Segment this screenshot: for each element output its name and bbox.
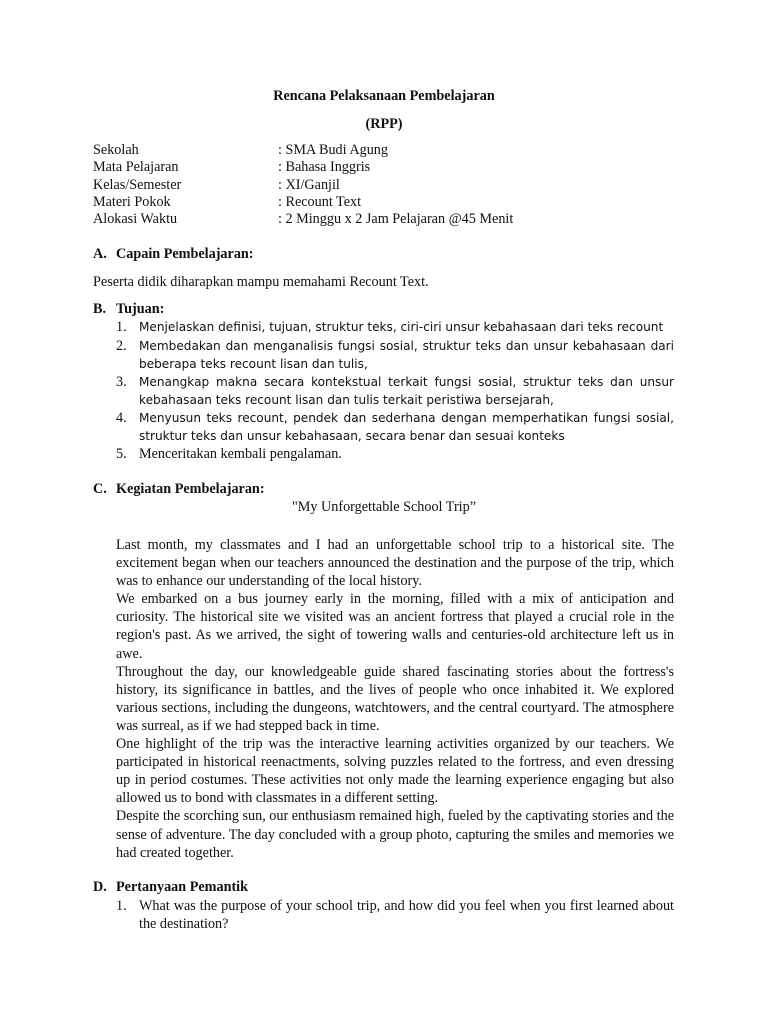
list-item	[116, 337, 674, 373]
list-item	[116, 897, 674, 933]
section-letter: B.	[93, 301, 107, 317]
story-title: "My Unforgettable School Trip”	[291, 499, 477, 515]
section-letter: D.	[93, 879, 107, 895]
section-title: Capain Pembelajaran:	[116, 246, 254, 262]
section-d-heading	[93, 879, 248, 896]
question-list	[116, 897, 674, 933]
info-key: Sekolah	[93, 142, 139, 158]
story-paragraph: Last month, my classmates and I had an unforgettable school trip to a historical site. The excitement began when our teachers announced the destination and the purpose of the trip, which was to enhance our understanding of the local history.	[116, 537, 674, 590]
info-row-class	[93, 177, 693, 194]
item-text: Menceritakan kembali pengalaman.	[139, 446, 342, 462]
info-key: Kelas/Semester	[93, 176, 182, 193]
section-title: Kegiatan Pembelajaran:	[116, 481, 265, 497]
info-key: Alokasi Waktu	[93, 211, 178, 228]
section-title: Tujuan:	[116, 301, 165, 317]
item-number: 2.	[116, 338, 127, 354]
info-value: : SMA Budi Agung	[278, 142, 388, 158]
list-item	[116, 373, 674, 409]
info-value: : 2 Minggu x 2 Jam Pelajaran @45 Menit	[278, 211, 514, 228]
story-paragraph: One highlight of the trip was the interactive learning activities organized by our teachers. We participated in historical reenactments, solving puzzles related to the fortress, and even dressing up in period costumes. These activities not only made the learning experience engaging but also allowed us to bond with classmates in a different setting.	[116, 736, 674, 807]
section-a-text: Peserta didik diharapkan mampu memahami Recount Text.	[93, 274, 429, 290]
list-item	[116, 318, 674, 337]
info-row-school	[93, 142, 693, 159]
item-text: Menjelaskan definisi, tujuan, struktur teks, ciri-ciri unsur kebahasaan dari teks recount	[139, 320, 664, 334]
info-value: : Recount Text	[278, 193, 362, 210]
item-text: What was the purpose of your school trip, and how did you feel when you first learned about the destination?	[139, 898, 674, 932]
story-paragraph: We embarked on a bus journey early in the morning, filled with a mix of anticipation and curiosity. The historical site we visited was an ancient fortress that played a crucial role in the region's past. As we arrived, the sight of towering walls and centuries-old architecture left us in awe.	[116, 591, 674, 662]
story-paragraph: Despite the scorching sun, our enthusiasm remained high, fueled by the captivating stories and the sense of adventure. The day concluded with a group photo, capturing the smiles and memories we had created together.	[116, 808, 674, 861]
item-number: 3.	[116, 374, 127, 390]
identity-table	[93, 142, 693, 228]
item-text: Membedakan dan menganalisis fungsi sosial, struktur teks dan unsur kebahasaan dari beberapa teks recount lisan dan tulis,	[139, 339, 674, 371]
info-key: Materi Pokok	[93, 193, 171, 210]
item-text: Menangkap makna secara kontekstual terkait fungsi sosial, struktur teks dan unsur kebahasaan teks recount lisan dan tulis terkait peristiwa bersejarah,	[139, 375, 674, 407]
section-letter: C.	[93, 481, 107, 497]
item-number: 4.	[116, 410, 127, 426]
list-item	[116, 445, 674, 464]
section-b-heading	[93, 301, 164, 318]
item-number: 1.	[116, 898, 127, 914]
page-subtitle: (RPP)	[365, 116, 403, 132]
item-number: 5.	[116, 446, 127, 462]
info-row-topic	[93, 194, 693, 211]
story-body	[116, 536, 674, 862]
info-value: : XI/Ganjil	[278, 176, 340, 193]
list-item	[116, 409, 674, 445]
item-number: 1.	[116, 319, 127, 335]
item-text: Menyusun teks recount, pendek dan sederhana dengan memperhatikan fungsi sosial, struktur teks dan unsur kebahasaan, secara benar dan sesuai konteks	[139, 411, 674, 443]
section-letter: A.	[93, 246, 107, 262]
page-title: Rencana Pelaksanaan Pembelajaran	[273, 88, 495, 104]
info-key: Mata Pelajaran	[93, 159, 179, 176]
section-c-heading	[93, 481, 265, 498]
info-row-time	[93, 211, 693, 228]
section-a-heading	[93, 246, 254, 263]
story-paragraph: Throughout the day, our knowledgeable guide shared fascinating stories about the fortress's history, its significance in battles, and the lives of people who once inhabited it. We explored various sections, including the dungeons, watchtowers, and the central courtyard. The atmosphere was surreal, as if we had stepped back in time.	[116, 663, 674, 734]
info-row-subject	[93, 159, 693, 176]
info-value: : Bahasa Inggris	[278, 159, 371, 176]
objectives-list	[116, 318, 674, 464]
section-title: Pertanyaan Pemantik	[116, 879, 249, 895]
